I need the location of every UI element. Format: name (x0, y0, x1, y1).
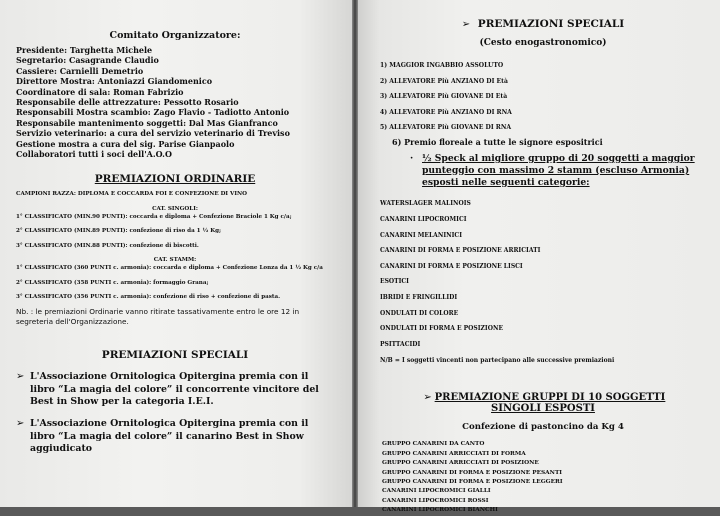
breed-champions-line: CAMPIONI RAZZA: DIPLOMA E COCCARDA FOI E CONFEZIONE DI VINO (16, 191, 247, 198)
list-item: GRUPPO CANARINI DI FORMA E POSIZIONE PESANTI (382, 469, 563, 476)
list-item: WATERSLAGER MALINOIS (380, 200, 471, 208)
special-awards-title: PREMIAZIONI SPECIALI (101, 349, 249, 362)
committee-line: Servizio veterinario: a cura del servizio veterinario di Treviso (16, 128, 290, 139)
arrow-bullet-icon: ➢ (16, 371, 25, 383)
committee-list (16, 45, 334, 159)
list-item: CANARINI LIPOCROMICI (380, 215, 467, 223)
bullet-icon: · (410, 152, 414, 164)
list-item: PSITTACIDI (380, 340, 421, 348)
singles-item: 3° CLASSIFICATO (MIN.88 PUNTI): confezione di biscotti. (16, 242, 199, 249)
committee-line: Cassiere: Carnielli Demetrio (16, 65, 144, 76)
special-awards-list (380, 58, 706, 136)
left-page (0, 0, 352, 507)
list-item: CANARINI MELANINICI (380, 231, 462, 239)
group-awards-title (380, 392, 706, 414)
singles-header: CAT. SINGOLI: (152, 205, 198, 212)
list-item: CANARINI LIPOCROMICI GIALLI (382, 488, 491, 495)
committee-line: Gestione mostra a cura del sig. Parise Gianpaolo (16, 138, 235, 149)
ordinary-note: Nb. : le premiazioni Ordinarie vanno ritirate tassativamente entro le ore 12 in segreteria dell'Organizzazione. (16, 307, 300, 327)
speck-prize-text: ½ Speck al migliore gruppo di 20 soggetti a maggior punteggio con massimo 2 stamm (escluso Armonia) esposti nelle seguenti categorie: (422, 152, 695, 188)
list-item: GRUPPO CANARINI ARRICCIATI DI POSIZIONE (382, 460, 539, 467)
list-item: CANARINI DI FORMA E POSIZIONE ARRICIATI (380, 247, 541, 255)
group-awards-title-line2: SINGOLI ESPOSTI (491, 403, 595, 415)
arrow-bullet-icon: ➢ (461, 18, 471, 30)
list-item: 2) ALLEVATORE Più ANZIANO DI Età (380, 77, 508, 85)
teams-item: 3° CLASSIFICATO (356 PUNTI c. armonia): confezione di riso + confezione di pasta. (16, 293, 281, 300)
list-item: GRUPPO CANARINI DI FORMA E POSIZIONE LEGGERI (382, 478, 563, 485)
list-item: GRUPPO CANARINI DA CANTO (382, 441, 485, 448)
list-item: IBRIDI E FRINGILLIDI (380, 293, 458, 301)
committee-line: Coordinatore di sala: Roman Fabrizio (16, 86, 184, 97)
group-awards-title-line1: PREMIAZIONE GRUPPI DI 10 SOGGETTI (434, 392, 666, 404)
teams-item: 1° CLASSIFICATO (360 PUNTI c. armonia): coccarda e diploma + Confezione Lonza da 1 ½ Kg c/a (16, 265, 323, 272)
committee-title: Comitato Organizzatore: (109, 30, 241, 41)
list-item: 1) MAGGIOR INGABBIO ASSOLUTO (380, 62, 504, 69)
category-list (380, 196, 706, 352)
association-item (16, 418, 334, 456)
list-item: ONDULATI DI COLORE (380, 309, 459, 317)
list-item: ESOTICI (380, 278, 409, 286)
singles-item: 2° CLASSIFICATO (MIN.89 PUNTI): confezione di riso da 1 ½ Kg; (16, 228, 222, 235)
right-page (358, 0, 720, 514)
list-item: CANARINI LIPOCROMICI ROSSI (382, 497, 489, 504)
arrow-bullet-icon: ➢ (16, 417, 25, 429)
committee-line: Segretario: Casagrande Claudio (16, 55, 159, 66)
committee-line: Responsabile delle attrezzature: Pessotto Rosario (16, 97, 239, 108)
group-list (382, 440, 706, 515)
committee-line: Presidente: Targhetta Michele (16, 45, 153, 55)
list-item: CANARINI DI FORMA E POSIZIONE LISCI (380, 262, 523, 270)
committee-line: Direttore Mostra: Antoniazzi Giandomenico (16, 76, 213, 87)
association-item-text: L'Associazione Ornitologica Opitergina premia con il libro “La magia del colore” il concorrente vincitore del Best in Show per la categoria I.E.I. (30, 371, 319, 408)
list-item: 3) ALLEVATORE Più GIOVANE DI Età (380, 93, 508, 101)
special-awards-title: PREMIAZIONI SPECIALI (477, 18, 625, 30)
special-awards-heading (380, 18, 706, 30)
teams-header: CAT. STAMM: (153, 256, 197, 263)
committee-line: Responsabile mantenimento soggetti: Dal Mas Gianfranco (16, 117, 278, 128)
speck-prize (410, 153, 706, 188)
floral-prize: 6) Premio floreale a tutte le signore espositrici (392, 136, 603, 147)
list-item: GRUPPO CANARINI ARRICCIATI DI FORMA (382, 450, 526, 457)
group-awards-subtitle: Confezione di pastoncino da Kg 4 (462, 422, 624, 433)
committee-line: Responsabili Mostra scambio: Zago Flavio - Tadiotto Antonio (16, 107, 290, 118)
ordinary-awards-title: PREMIAZIONI ORDINARIE (94, 173, 256, 186)
teams-item: 2° CLASSIFICATO (358 PUNTI c. armonia): formaggio Grana; (16, 279, 209, 286)
list-item: 5) ALLEVATORE Più GIOVANE DI RNA (380, 124, 512, 132)
committee-line: Collaboratori tutti i soci dell'A.O.O (16, 149, 172, 160)
association-item (16, 371, 334, 409)
singles-item: 1° CLASSIFICATO (MIN.90 PUNTI): coccarda e diploma + Confezione Braciole 1 Kg c/a; (16, 214, 292, 221)
list-item: ONDULATI DI FORMA E POSIZIONE (380, 325, 504, 333)
list-item: CANARINI LIPOCROMICI BIANCHI (382, 507, 498, 514)
special-awards-subtitle: (Cesto enogastronomico) (479, 38, 607, 48)
list-item: 4) ALLEVATORE Più ANZIANO DI RNA (380, 108, 512, 116)
winners-note: N/B = I soggetti vincenti non partecipano alle successive premiazioni (380, 357, 615, 365)
arrow-bullet-icon: ➢ (423, 392, 432, 404)
association-item-text: L'Associazione Ornitologica Opitergina premia con il libro “La magia del colore” il canarino Best in Show aggiudicato (30, 417, 309, 455)
